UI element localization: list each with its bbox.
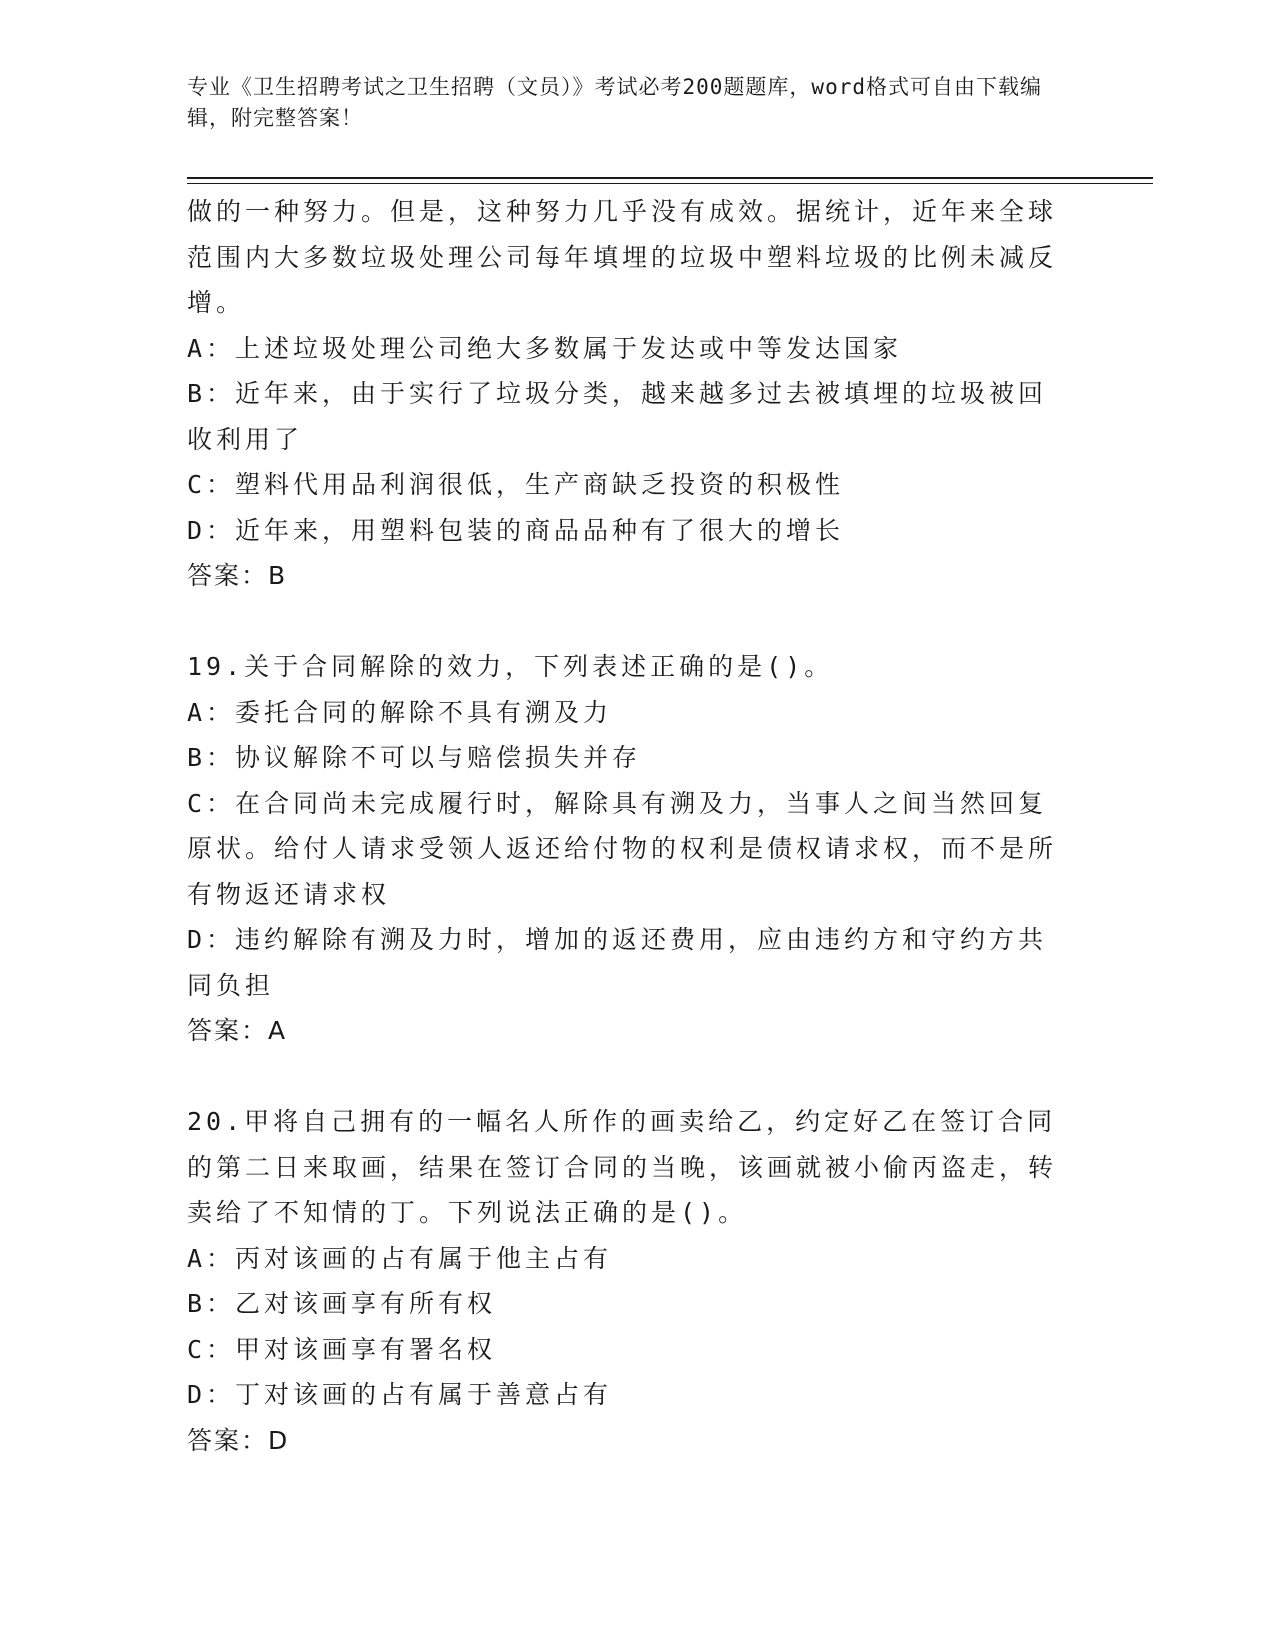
option-a: A：委托合同的解除不具有溯及力	[187, 697, 613, 727]
spacer	[187, 1054, 1067, 1100]
option-a: A：上述垃圾处理公司绝大多数属于发达或中等发达国家	[187, 333, 903, 363]
option-c: C：甲对该画享有署名权	[187, 1334, 497, 1364]
answer: 答案：B	[187, 561, 288, 590]
option-c: C：塑料代用品利润很低，生产商缺乏投资的积极性	[187, 470, 845, 499]
option-d: D：违约解除有溯及力时，增加的返还费用，应由违约方和守约方共同负担	[187, 925, 1048, 1000]
question-stem: 做的一种努力。但是，这种努力几乎没有成效。据统计，近年来全球范围内大多数垃圾处理公司每年填埋的垃圾中塑料垃圾的比例未减反增。	[187, 197, 1058, 317]
question-20	[187, 1099, 1067, 1463]
header-rule-thin	[187, 183, 1153, 184]
question-19	[187, 644, 1067, 1054]
option-b: B：近年来，由于实行了垃圾分类，越来越多过去被填埋的垃圾被回收利用了	[187, 379, 1048, 454]
document-header: 专业《卫生招聘考试之卫生招聘（文员）》考试必考200题题库，word格式可自由下载编辑，附完整答案！	[187, 75, 1042, 130]
document-body	[187, 189, 1067, 1463]
question-18	[187, 189, 1067, 599]
header-rule-thick	[187, 177, 1153, 179]
question-stem: 20.甲将自己拥有的一幅名人所作的画卖给乙，约定好乙在签订合同的第二日来取画，结果在签订合同的当晚，该画就被小偷丙盗走，转卖给了不知情的丁。下列说法正确的是()。	[187, 1107, 1058, 1227]
option-b: B：乙对该画享有所有权	[187, 1289, 497, 1318]
answer: 答案：A	[187, 1016, 288, 1045]
option-d: D：近年来，用塑料包装的商品品种有了很大的增长	[187, 515, 845, 545]
answer: 答案：D	[187, 1425, 290, 1455]
question-stem: 19.关于合同解除的效力，下列表述正确的是()。	[187, 652, 834, 681]
option-a: A：丙对该画的占有属于他主占有	[187, 1243, 613, 1273]
option-b: B：协议解除不可以与赔偿损失并存	[187, 743, 642, 772]
option-d: D：丁对该画的占有属于善意占有	[187, 1380, 613, 1409]
option-c: C：在合同尚未完成履行时，解除具有溯及力，当事人之间当然回复原状。给付人请求受领人返还给付物的权利是债权请求权，而不是所有物返还请求权	[187, 788, 1058, 909]
spacer	[187, 599, 1067, 645]
